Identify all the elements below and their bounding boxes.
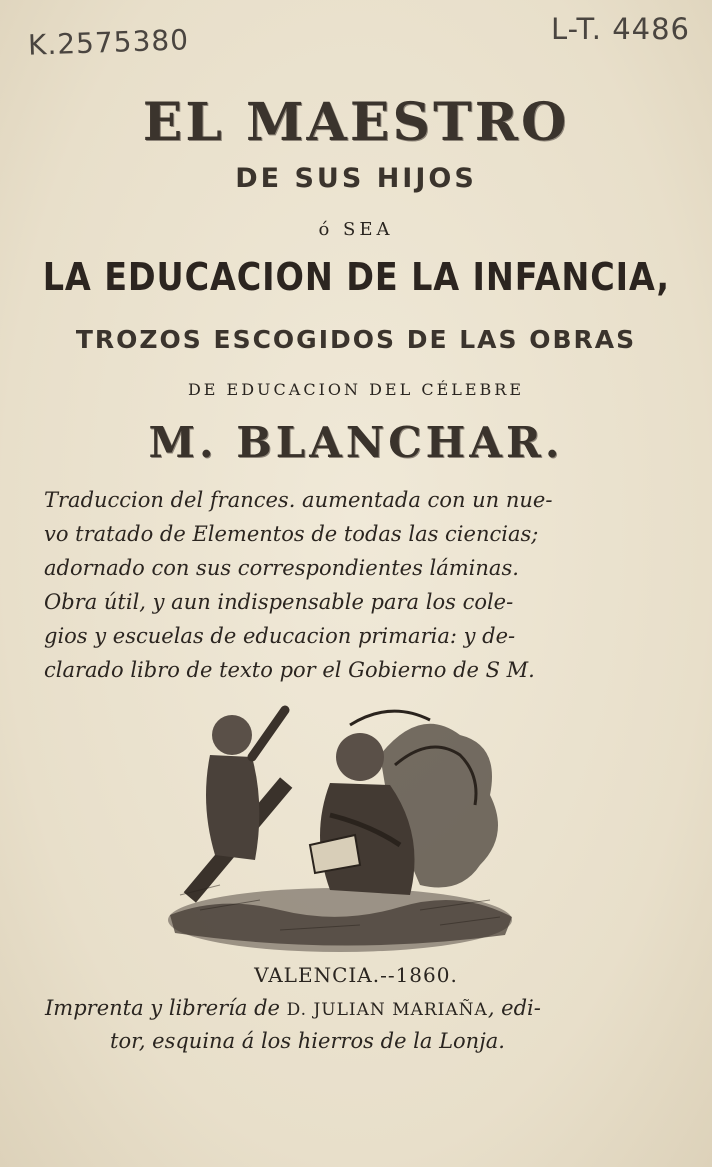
description-line: vo tratado de Elementos de todas las ciencias; [44, 522, 539, 546]
imprint-printer-name: D. JULIAN MARIAÑA [286, 1000, 488, 1020]
imprint-printer [45, 996, 541, 1020]
description-line: Obra útil, y aun indispensable para los cole- [44, 590, 514, 614]
description-line: clarado libro de texto por el Gobierno de S M. [44, 658, 535, 682]
title-subtitle: DE SUS HIJOS [235, 163, 477, 194]
title-author-intro: DE EDUCACION DEL CÉLEBRE [187, 380, 525, 399]
imprint-printer-prefix: Imprenta y librería de [45, 996, 287, 1020]
imprint-place-date: VALENCIA.--1860. [254, 963, 458, 987]
shelfmark-left: K.2575380 [27, 23, 190, 62]
woodcut-illustration [160, 695, 520, 960]
shelfmark-right: L-T. 4486 [551, 12, 690, 46]
title-excerpts: TROZOS ESCOGIDOS DE LAS OBRAS [75, 325, 637, 354]
description-paragraph [44, 483, 644, 687]
title-main: EL MAESTRO [142, 92, 570, 153]
author-name: M. BLANCHAR. [148, 418, 564, 467]
title-education: LA EDUCACION DE LA INFANCIA, [42, 255, 670, 299]
description-line: Traduccion del frances. aumentada con un nue- [44, 488, 553, 512]
description-line: adornado con sus correspondientes láminas. [44, 556, 519, 580]
imprint-printer-suffix: , edi- [487, 996, 541, 1020]
description-line: gios y escuelas de educacion primaria: y de- [44, 624, 516, 648]
imprint-address: tor, esquina á los hierros de la Lonja. [110, 1029, 505, 1053]
title-connector: ó SEA [318, 219, 394, 240]
